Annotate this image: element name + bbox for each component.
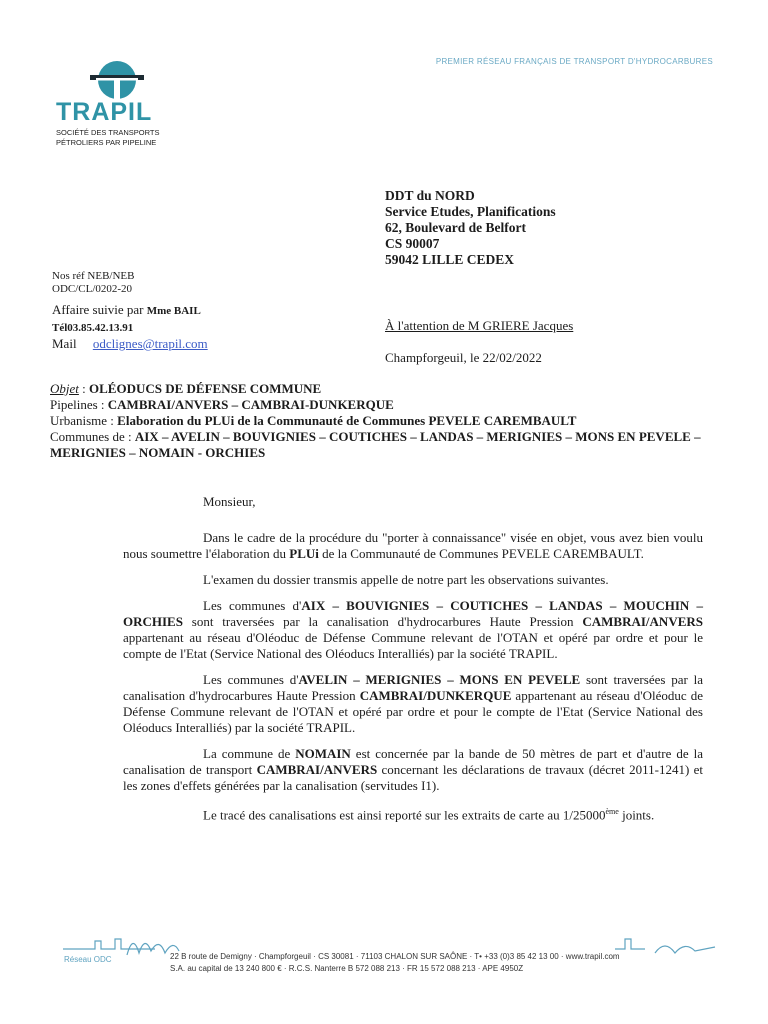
subject-block	[50, 381, 730, 461]
recipient-line-5: 59042 LILLE CEDEX	[385, 252, 515, 267]
subject-object	[50, 381, 730, 397]
subject-urbanisme	[50, 413, 730, 429]
footer-line-2: S.A. au capital de 13 240 800 € · R.C.S. Nanterre B 572 088 213 · FR 15 572 088 213 · APE 4950Z	[170, 964, 524, 973]
trapil-logo	[56, 60, 176, 147]
affaire-label: Affaire suivie par	[52, 302, 147, 317]
recipient-line-1: DDT du NORD	[385, 188, 475, 203]
paragraph-1: Dans le cadre de la procédure du "porter à connaissance" visée en objet, vous avez bien voulu nous soumettre l'élaboration du PLUi de la Communauté de Communes PEVELE CAREMBAULT.	[123, 530, 703, 561]
communes-value: AIX – AVELIN – BOUVIGNIES – COUTICHES – LANDAS – MERIGNIES – MONS EN PEVELE – MERIGNIES – NOMAIN - ORCHIES	[50, 429, 701, 460]
salutation: Monsieur,	[203, 494, 256, 509]
paragraph-5: La commune de NOMAIN est concernée par la bande de 50 mètres de part et d'autre de la canalisation de transport CAMBRAI/ANVERS concernant les déclarations de travaux (décret 2011-1241) et les zones d'effets générées par la canalisation (servitudes I1).	[123, 746, 703, 793]
logo-subtitle-2: PÉTROLIERS PAR PIPELINE	[56, 138, 157, 147]
contact-block	[52, 302, 208, 352]
mail-label: Mail	[52, 336, 77, 351]
pipelines-label: Pipelines :	[50, 397, 108, 412]
logo-name: TRAPIL	[56, 98, 153, 126]
mail-link[interactable]: odclignes@trapil.com	[92, 336, 208, 351]
recipient-line-3: 62, Boulevard de Belfort	[385, 220, 526, 235]
reference-line-1: Nos réf NEB/NEB	[52, 270, 135, 282]
letter-body	[123, 530, 703, 833]
pipelines-value: CAMBRAI/ANVERS – CAMBRAI-DUNKERQUE	[107, 397, 394, 412]
recipient-line-2: Service Etudes, Planifications	[385, 204, 556, 219]
communes-label: Communes de :	[50, 429, 135, 444]
paragraph-6: Le tracé des canalisations est ainsi reporté sur les extraits de carte au 1/25000ème joints.	[203, 807, 655, 823]
urbanisme-label: Urbanisme :	[50, 413, 118, 428]
urbanisme-value: Elaboration du PLUi de la Communauté de Communes PEVELE CAREMBAULT	[117, 413, 577, 428]
footer-line-1: 22 B route de Demigny · Champforgeuil · CS 30081 · 71103 CHALON SUR SAÔNE · T• +33 (0)3 85 42 13 00 · www.trapil.com	[170, 952, 620, 961]
reference-line-2: ODC/CL/0202-20	[52, 283, 133, 295]
footer-brand: Réseau ODC	[64, 955, 112, 964]
footer-address	[170, 951, 620, 975]
object-sep: :	[78, 381, 90, 396]
date-line: Champforgeuil, le 22/02/2022	[385, 350, 542, 365]
paragraph-4: Les communes d'AVELIN – MERIGNIES – MONS EN PEVELE sont traversées par la canalisation d'hydrocarbures Haute Pression CAMBRAI/DUNKERQUE appartenant au réseau d'Oléoduc de Défense Commune relevant de l'OTAN et opéré par ordre et pour le compte de l'Etat (Service National des Oléoducs Interalliés) par la société TRAPIL.	[123, 672, 704, 735]
recipient-line-4: CS 90007	[385, 236, 440, 251]
tel-number: Tél03.85.42.13.91	[52, 322, 134, 334]
paragraph-3: Les communes d'AIX – BOUVIGNIES – COUTICHES – LANDAS – MOUCHIN – ORCHIES sont traversées par la canalisation d'hydrocarbures Haute Pression CAMBRAI/ANVERS appartenant au réseau d'Oléoduc de Défense Commune relevant de l'OTAN et opéré par ordre et pour le compte de l'Etat (Service National des Oléoducs Interalliés) par la société TRAPIL.	[123, 598, 704, 661]
paragraph-2: L'examen du dossier transmis appelle de notre part les observations suivantes.	[203, 572, 609, 587]
mail-line	[52, 336, 208, 352]
recipient-address	[385, 188, 556, 268]
subject-pipelines	[50, 397, 730, 413]
affaire-line	[52, 302, 208, 319]
object-value: OLÉODUCS DE DÉFENSE COMMUNE	[89, 381, 322, 396]
trapil-logo-icon	[86, 60, 148, 100]
subject-communes	[50, 429, 730, 461]
tel-line	[52, 319, 208, 336]
attention-line: À l'attention de M GRIERE Jacques	[385, 318, 574, 333]
header-tagline: PREMIER RÉSEAU FRANÇAIS DE TRANSPORT D'HYDROCARBURES	[435, 57, 713, 66]
affaire-name: Mme BAIL	[146, 305, 201, 317]
object-label: Objet	[50, 381, 79, 396]
logo-subtitle-1: SOCIÉTÉ DES TRANSPORTS	[56, 128, 160, 137]
reference-block	[52, 270, 135, 296]
